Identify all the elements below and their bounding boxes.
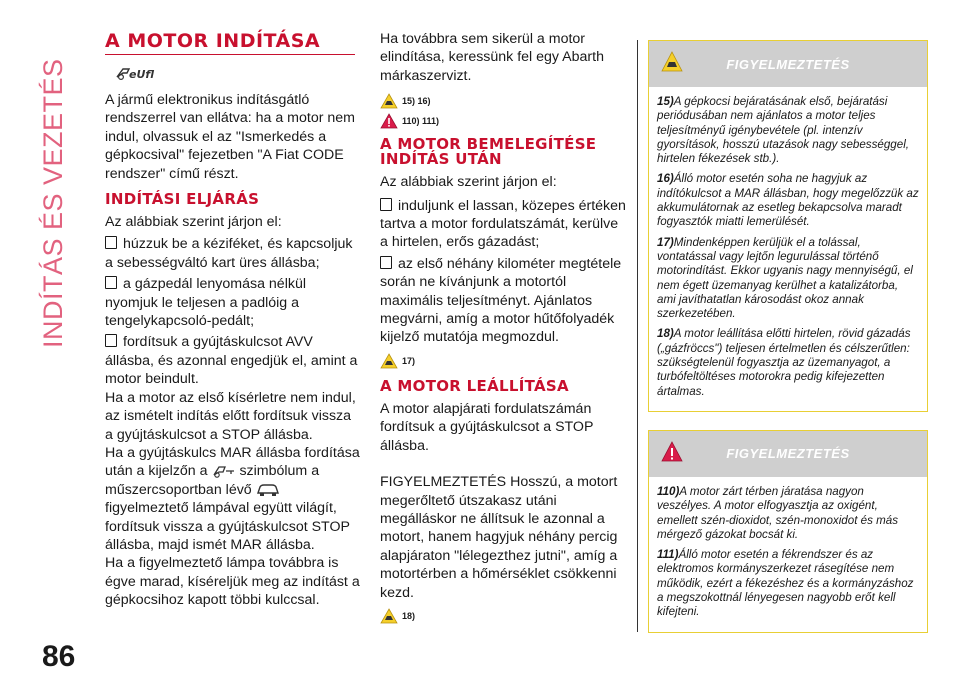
other-keys-paragraph: Ha a figyelmeztető lámpa továbbra is égve marad, kíséreljük meg az indítást a gépkocsihoz kapott többi kulccsal. bbox=[105, 555, 360, 609]
chapter-side-title-text: INDÍTÁS ÉS VEZETÉS bbox=[38, 58, 68, 348]
checkbox-bullet-icon bbox=[105, 236, 117, 249]
svg-text:eUfl: eUfl bbox=[129, 68, 155, 81]
warning-note-text: A gépkocsi bejáratásának első, bejáratási periódusában nem ajánlatos a motor teljes teljesítményű igénybevétele (pl. intenzív gyorsítások, hosszú utazások nagy sebességgel, hirtelen fékezések stb.). bbox=[657, 95, 909, 166]
list-item: az első néhány kilométer megtétele során ne kívánjunk a motortól maximális teljesítményt. Ajánlatos megvárni, amíg a motor hűtőfolyadék kijelző mutatója megmozdul. bbox=[380, 255, 622, 346]
warning-light-paragraph: Ha a gyújtáskulcs MAR állásba fordítása után a kijelzőn a szimbólum a műszercsoportban lévő figyelmeztető lámpával együtt világít, fordítsuk vissza a gyújtáskulcsot STOP állásba, majd ismét MAR állásba. bbox=[105, 444, 360, 553]
column-divider bbox=[637, 40, 638, 632]
warning-note-number: 111) bbox=[657, 548, 679, 562]
warning-box-body bbox=[649, 477, 927, 632]
warning-note-text: Mindenképpen kerüljük el a tolással, vontatással vagy lejtőn legurulással történő motorindítást. Ekkor ugyanis nagy mennyiségű, el nem égett üzemanyag kerülhet a katalizátorba, ami javíthatatlan károsodást okoz annak szerkezetében. bbox=[657, 235, 913, 321]
column-1 bbox=[105, 30, 360, 610]
warning-note bbox=[657, 548, 919, 619]
warning-box-title: FIGYELMEZTETÉS bbox=[726, 56, 850, 72]
column-2 bbox=[380, 30, 627, 628]
warning-note-text: Álló motor esetén a fékrendszer és az elektromos kormányszerkezet rásegítése nem működik, ezért a fékezéshez és a kormányzáshoz a megszokottnál lényegesen nagyobb erőt kell kifejteni. bbox=[657, 548, 914, 619]
chapter-side-title bbox=[30, 48, 70, 348]
list-item: húzzuk be a kéziféket, és kapcsoljuk a sebességváltó kart üres állásba; bbox=[105, 236, 353, 271]
warning-box-title: FIGYELMEZTETÉS bbox=[726, 446, 850, 462]
key-symbol-icon bbox=[212, 463, 236, 479]
caution-car-icon bbox=[380, 608, 398, 624]
warning-note-number: 110) bbox=[657, 484, 680, 498]
section-title-engine-start: A MOTOR INDÍTÁSA bbox=[105, 30, 355, 55]
engine-stop-warning: FIGYELMEZTETÉS Hosszú, a motort megerőltető útszakasz utáni megálláskor ne állítsuk le azonnal a motort, hanem hagyjuk néhány percig alapjáraton "lélegezthez jutni", amíg a motortérben a hőmérséklet csökkenni kezd. bbox=[380, 474, 618, 601]
reference-110-111: 110) 111) bbox=[380, 113, 627, 129]
danger-warning-icon bbox=[380, 113, 398, 129]
fiat-code-icon bbox=[115, 63, 155, 81]
warning-note-number: 15) bbox=[657, 95, 674, 108]
engine-stop-text: A motor alapjárati fordulatszámán fordítsuk a gyújtáskulcsot a STOP állásba. bbox=[380, 400, 594, 454]
section-title-engine-stop: A MOTOR LEÁLLÍTÁSA bbox=[380, 376, 569, 395]
list-item: induljunk el lassan, közepes értéken tartva a motor fordulatszámát, kerülve a hirtelen, erős gázadást; bbox=[380, 197, 626, 251]
reference-17: 17) bbox=[380, 353, 627, 369]
checkbox-bullet-icon bbox=[380, 198, 392, 211]
warning-box-danger bbox=[648, 430, 928, 633]
warning-box-caution bbox=[648, 40, 928, 412]
danger-warning-icon bbox=[661, 441, 683, 463]
section-title-start-procedure: INDÍTÁSI ELJÁRÁS bbox=[105, 190, 260, 209]
service-paragraph: Ha továbbra sem sikerül a motor elindítása, keressünk fel egy Abarth márkaszervizt. bbox=[380, 31, 604, 84]
warning-note bbox=[657, 327, 919, 398]
warning-box-body bbox=[649, 87, 927, 411]
warning-note-text: A motor leállítása előtti hirtelen, rövid gázadás („gázfröccs") teljesen értelmetlen és célszerűtlen: szükségtelenül fogyasztja az üzemanyagot, a turbófeltöltéses motorokra pedig kifejezetten ártalmas. bbox=[657, 327, 911, 398]
section-title-warm-up: A MOTOR BEMELEGÍTÉSE INDÍTÁS UTÁN bbox=[380, 135, 597, 169]
warning-note-text: A motor zárt térben járatása nagyon veszélyes. A motor elfogyasztja az oxigént, emellett szén-dioxidot, szén-monoxidot és más mérgező gázokat bocsát ki. bbox=[657, 484, 899, 541]
warm-up-intro: Az alábbiak szerint járjon el: bbox=[380, 174, 557, 191]
engine-start-intro: A jármű elektronikus indításgátló rendszerrel van ellátva: ha a motor nem indul, olvassuk el az "Ismerkedés a gépkocsival" fejezetben "A Fiat CODE rendszer" című részt. bbox=[105, 92, 355, 182]
checkbox-bullet-icon bbox=[105, 276, 117, 289]
warning-note bbox=[657, 485, 919, 542]
caution-car-icon bbox=[380, 93, 398, 109]
warning-note bbox=[657, 172, 919, 229]
caution-car-icon bbox=[380, 353, 398, 369]
warning-note bbox=[657, 95, 919, 166]
procedure-intro: Az alábbiak szerint járjon el: bbox=[105, 214, 282, 231]
reference-15-16: 15) 16) bbox=[380, 93, 627, 109]
retry-paragraph: Ha a motor az első kísérletre nem indul, az ismételt indítás előtt fordítsuk vissza a gyújtáskulcsot a STOP állásba. bbox=[105, 389, 356, 443]
warning-box-header bbox=[649, 431, 927, 477]
column-3 bbox=[648, 40, 928, 651]
warning-note-text: Álló motor esetén soha ne hagyjuk az indítókulcsot a MAR állásban, hogy megelőzzük az akkumulátornak az esetleg bekapcsolva maradt fogyasztók miatti lemerülését. bbox=[657, 172, 919, 229]
checkbox-bullet-icon bbox=[105, 334, 117, 347]
warning-box-header bbox=[649, 41, 927, 87]
list-item: fordítsuk a gyújtáskulcsot AVV állásba, és azonnal engedjük el, amint a motor beindult. bbox=[105, 334, 358, 388]
warning-note-number: 17) bbox=[657, 235, 674, 249]
warning-note-number: 18) bbox=[657, 327, 674, 341]
caution-car-icon bbox=[661, 51, 683, 73]
warning-note bbox=[657, 236, 919, 322]
car-lock-warning-light-icon bbox=[256, 482, 280, 498]
list-item: a gázpedál lenyomása nélkül nyomjuk le teljesen a padlóig a tengelykapcsoló-pedált; bbox=[105, 276, 306, 330]
warning-note-number: 16) bbox=[657, 172, 674, 186]
page-number: 86 bbox=[42, 640, 76, 673]
reference-18: 18) bbox=[380, 608, 627, 624]
checkbox-bullet-icon bbox=[380, 256, 392, 269]
